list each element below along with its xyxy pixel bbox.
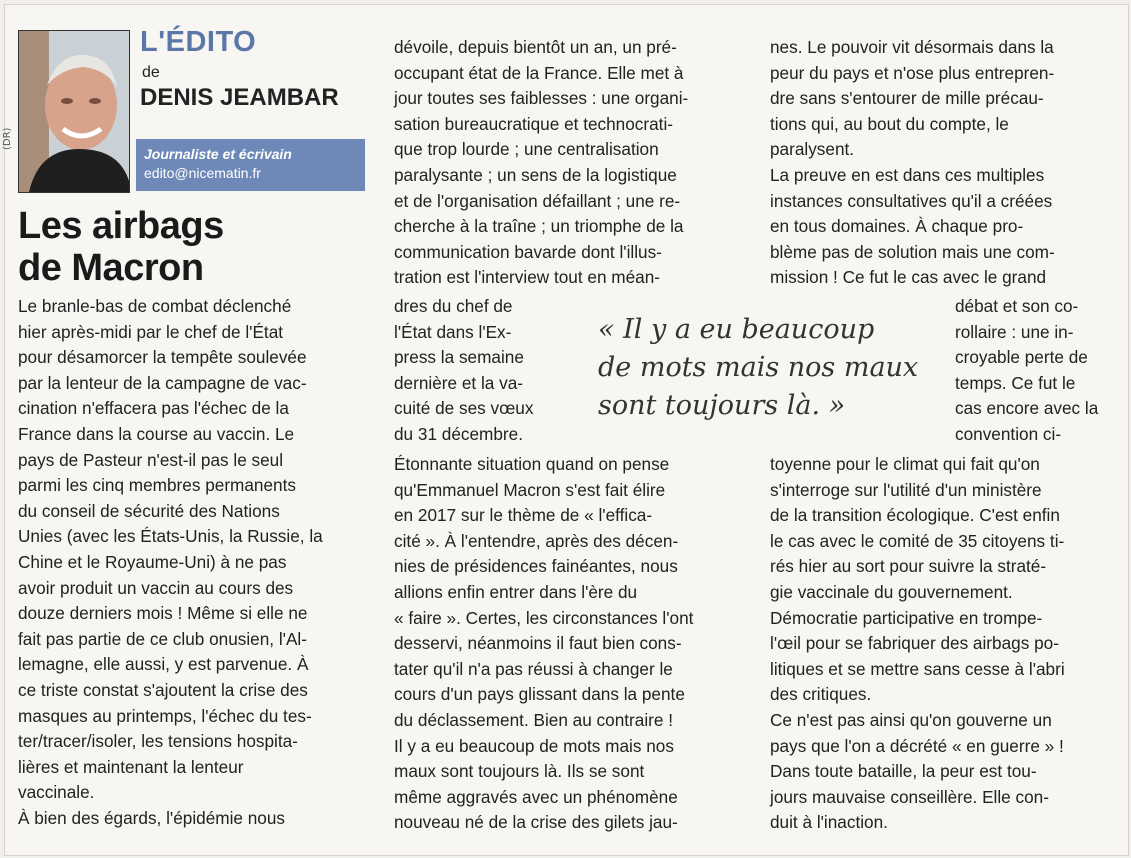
author-email: edito@nicematin.fr (144, 165, 261, 181)
column-1-text: Le branle-bas de combat déclenché hier après-midi par le chef de l'État pour désamorcer la tempête soulevée par la lenteur de la campagne de vac- cination n'effacera pas l'échec de la France dans la course au vaccin. Le pays de Pasteur n'est-il pas le seul parmi les cinq membres permanents du conseil de sécurité des Nations Unies (avec les États-Unis, la Russie, la Chine et le Royaume-Uni) à ne pas avoir produit un vaccin au cours des douze derniers mois ! Même si elle ne fait pas partie de ce club onusien, l'Al- lemagne, elle aussi, y est parvenue. À ce triste constat s'ajoutent la crise des masques au printemps, l'échec du tes- ter/tracer/isoler, les tensions hospita- lières et maintenant la lenteur vaccinale. À bien des égards, l'épidémie nous (18, 296, 323, 828)
author-role: Journaliste et écrivain (144, 146, 292, 162)
pull-quote: « Il y a eu beaucoup de mots mais nos maux sont toujours là. » (598, 314, 919, 421)
headline: Les airbags de Macron (18, 205, 224, 289)
photo-credit: (DR) (2, 127, 13, 150)
column-2-narrow-text: dres du chef de l'État dans l'Ex- press la semaine dernière et la va- cuité de ses vœux du 31 décembre. (394, 296, 534, 444)
column-3-narrow-text: débat et son co- rollaire : une in- croyable perte de temps. Ce fut le cas encore avec la convention ci- (955, 296, 1099, 444)
column-3-bottom-text: toyenne pour le climat qui fait qu'on s'interroge sur l'utilité d'un ministère de la transition écologique. C'est enfin le cas avec le comité de 35 citoyens ti- rés hier au sort pour suivre la straté- gie vaccinale du gouvernement. Démocratie participative en trompe- l'œil pour se fabriquer des airbags po- litiques et se mettre sans cesse à l'abri des critiques. Ce n'est pas ainsi qu'on gouverne un pays que l'on a décrété « en guerre » ! Dans toute bataille, la peur est tou- jours mauvaise conseillère. Elle con- duit à l'inaction. (770, 454, 1065, 833)
column-2-top-text: dévoile, depuis bientôt un an, un pré- occupant état de la France. Elle met à jour toutes ses faiblesses : une organi- sation bureaucratique et technocrati- que trop lourde ; une centralisation paralysante ; un sens de la logistique et de l'organisation défaillant ; une re- cherche à la traîne ; un triomphe de la communication bavarde dont l'illus- tration est l'interview tout en méan- (394, 37, 689, 288)
column-3-top-text: nes. Le pouvoir vit désormais dans la peur du pays et n'ose plus entrepren- dre sans s'entourer de mille précau- tions qui, au bout du compte, le paralysent. La preuve en est dans ces multiples instances consultatives qu'il a créées en tous domaines. À chaque pro- blème pas de solution mais une com- mission ! Ce fut le cas avec le grand (770, 37, 1055, 288)
section-title: L'ÉDITO (140, 26, 257, 58)
author-name: DENIS JEAMBAR (140, 84, 339, 111)
author-photo (18, 30, 130, 193)
column-2-bottom-text: Étonnante situation quand on pense qu'Emmanuel Macron s'est fait élire en 2017 sur le thème de « l'effica- cité ». À l'entendre, après des décen- nies de présidences fainéantes, nous allions enfin entrer dans l'ère du « faire ». Certes, les circonstances l'ont desservi, néanmoins il faut bien cons- tater qu'il n'a pas réussi à changer le cours d'un pays glissant dans la pente du déclassement. Bien au contraire ! Il y a eu beaucoup de mots mais nos maux sont toujours là. Ils se sont même aggravés avec un phénomène nouveau né de la crise des gilets jau- (394, 454, 694, 833)
author-portrait-image (19, 31, 129, 192)
byline-prefix: de (142, 64, 160, 81)
